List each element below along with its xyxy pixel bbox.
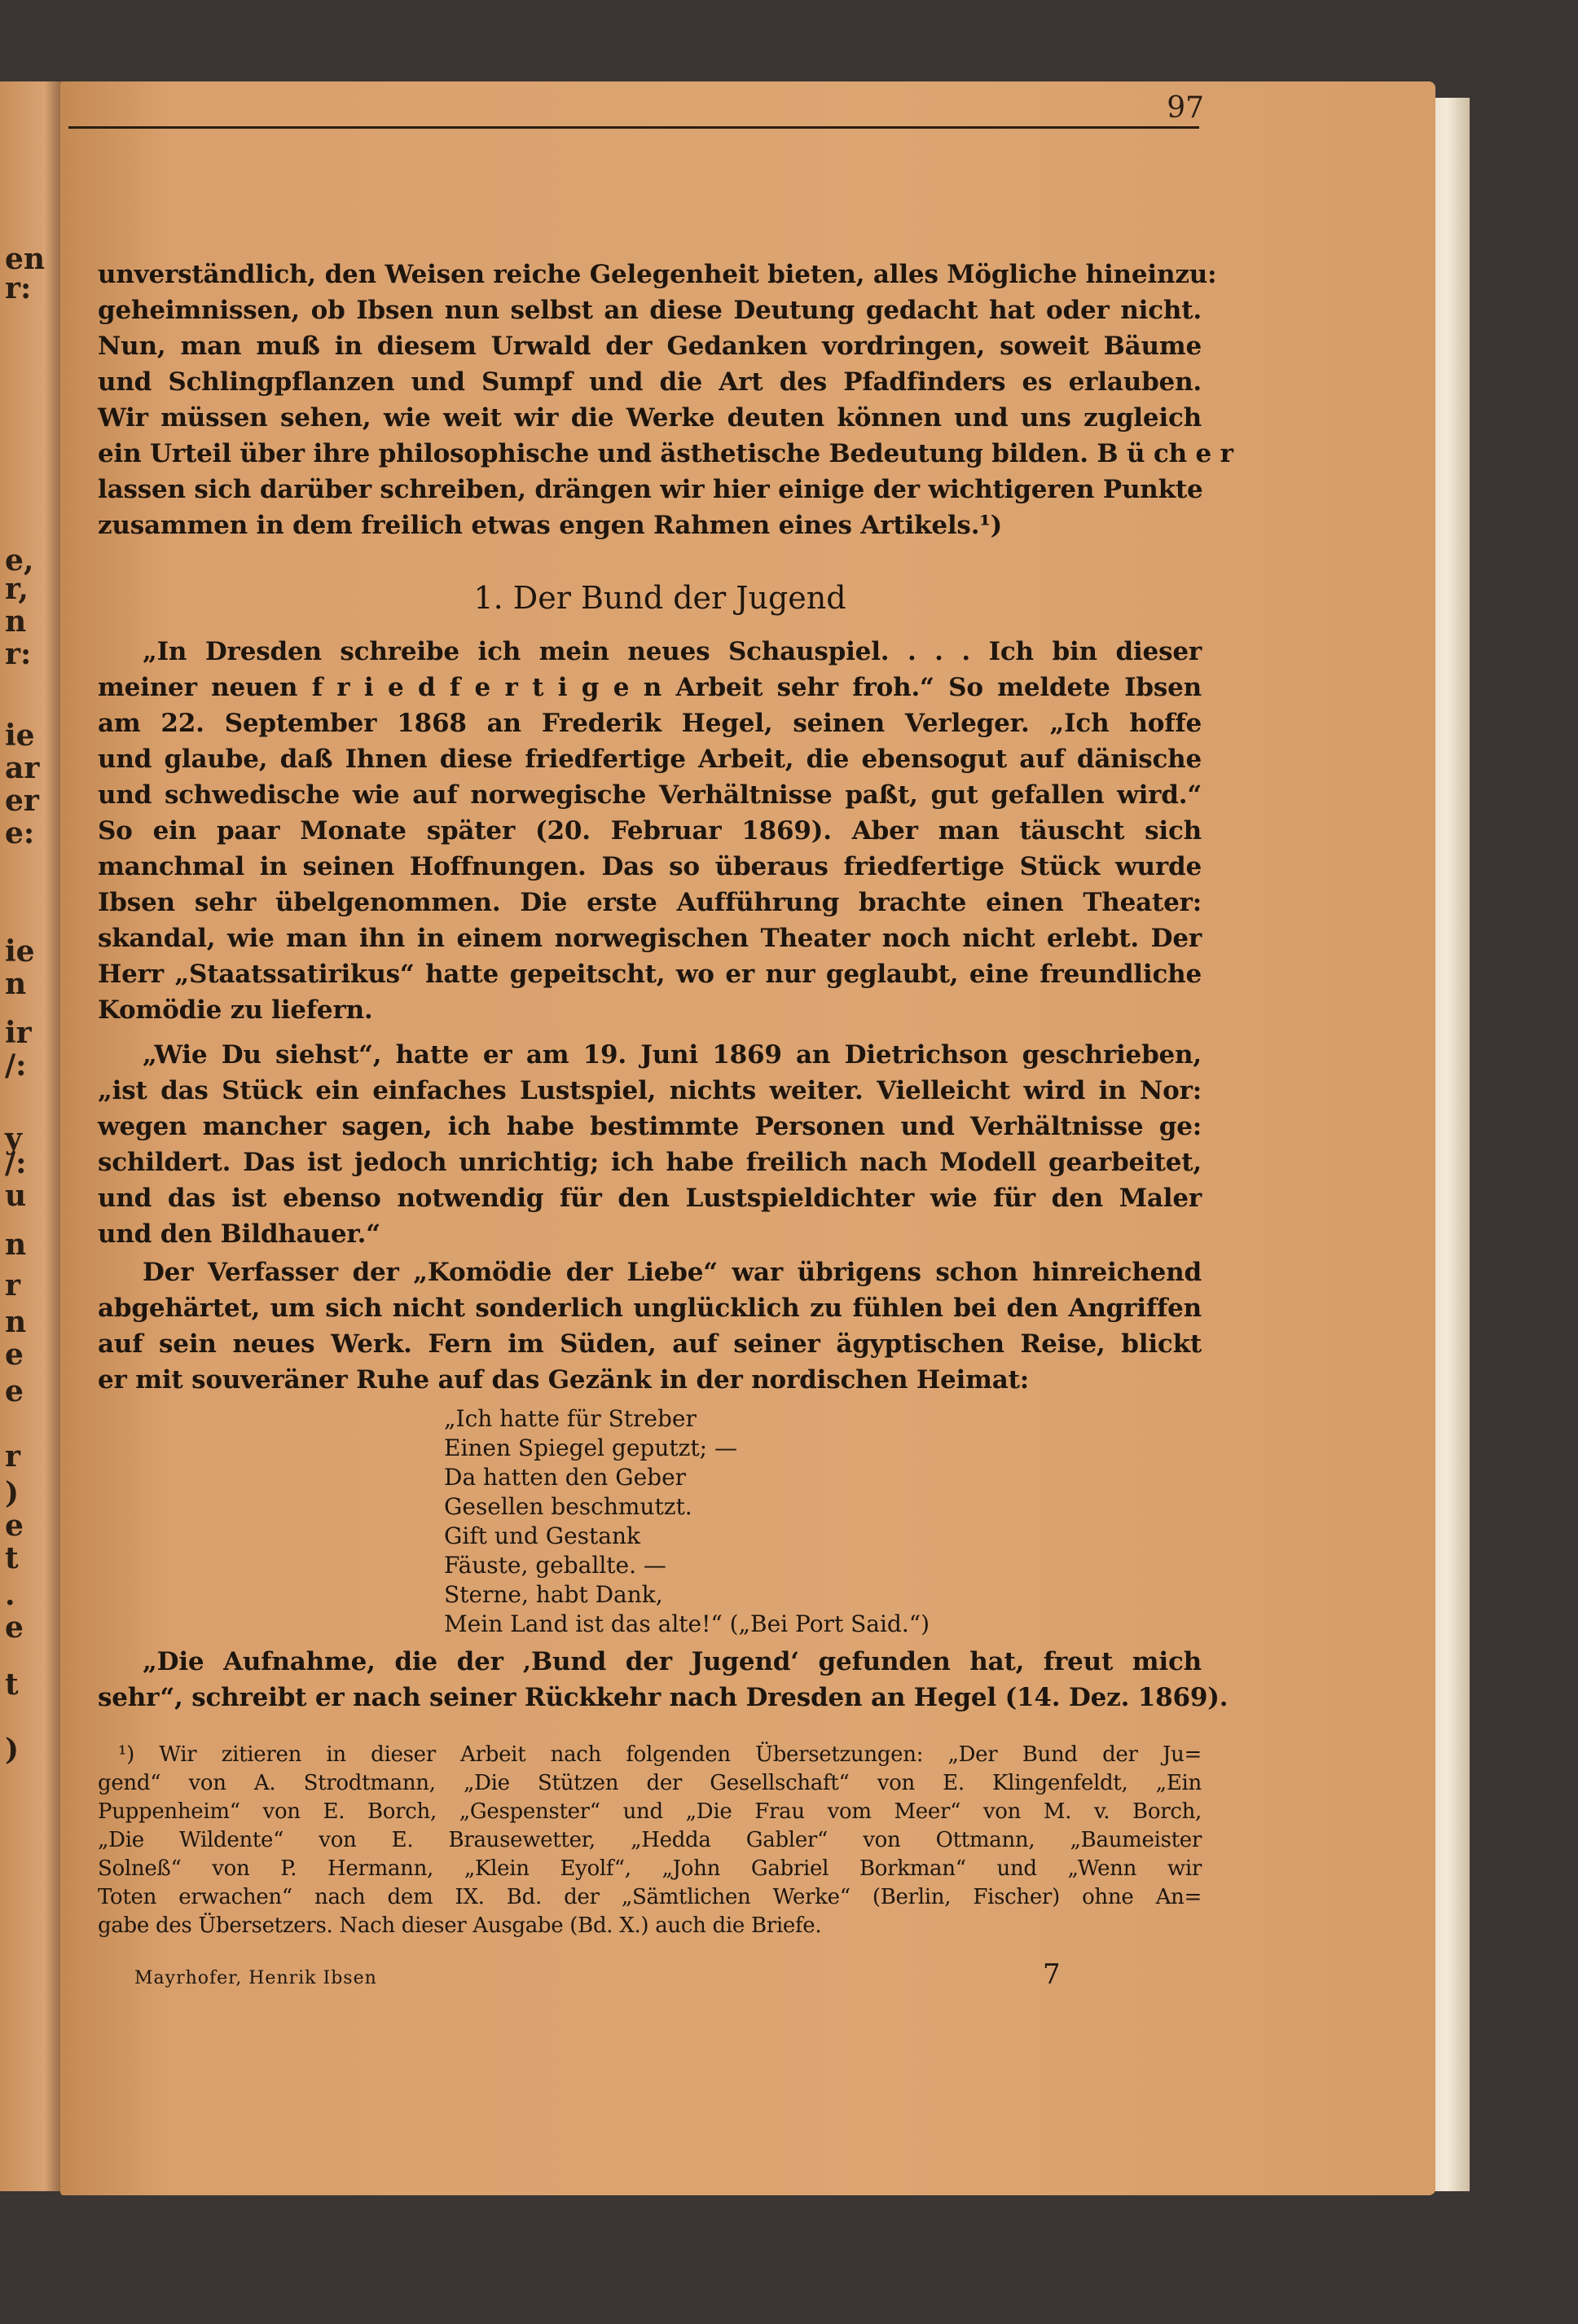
- text-line: meiner neuen f r i e d f e r t i g e n Arbeit sehr froh.“ So meldete Ibsen: [98, 673, 1202, 702]
- text-line: zusammen in dem freilich etwas engen Rahmen eines Artikels.¹): [98, 511, 1003, 540]
- margin-fragment: ie: [5, 934, 35, 969]
- text-line: wegen mancher sagen, ich habe bestimmte Personen und Verhältnisse ge:: [98, 1112, 1202, 1141]
- poem-line: Einen Spiegel geputzt; —: [444, 1434, 737, 1461]
- text-line: Nun, man muß in diesem Urwald der Gedanken vordringen, soweit Bäume: [98, 332, 1202, 361]
- margin-fragment: t: [5, 1667, 19, 1702]
- margin-fragment: y: [5, 1122, 22, 1156]
- margin-fragment: n: [5, 1228, 27, 1262]
- text-line: „In Dresden schreibe ich mein neues Schauspiel. . . . Ich bin dieser: [143, 637, 1202, 666]
- text-line: und glaube, daß Ihnen diese friedfertige Arbeit, die ebensogut auf dänische: [98, 745, 1202, 774]
- poem-line: „Ich hatte für Streber: [444, 1405, 697, 1432]
- text-line: Komödie zu liefern.: [98, 995, 373, 1025]
- margin-fragment: e: [5, 1338, 24, 1372]
- text-line: er mit souveräner Ruhe auf das Gezänk in der nordischen Heimat:: [98, 1365, 1029, 1395]
- poem-line: Mein Land ist das alte!“ („Bei Port Said.“): [444, 1610, 930, 1637]
- margin-fragment: ar: [5, 751, 40, 785]
- page-number: 97: [1167, 91, 1204, 125]
- text-line: und schwedische wie auf norwegische Verhältnisse paßt, gut gefallen wird.“: [98, 780, 1202, 810]
- text-line: Wir müssen sehen, wie weit wir die Werke deuten können und uns zugleich: [98, 403, 1202, 433]
- text-line: skandal, wie man ihn in einem norwegischen Theater noch nicht erlebt. Der: [98, 924, 1202, 953]
- margin-fragment: /:: [5, 1048, 27, 1083]
- margin-fragment: r: [5, 1439, 20, 1474]
- footnote-line: ¹) Wir zitieren in dieser Arbeit nach folgenden Übersetzungen: „Der Bund der Ju=: [118, 1742, 1202, 1767]
- text-line: manchmal in seinen Hoffnungen. Das so überaus friedfertige Stück wurde: [98, 852, 1202, 881]
- margin-fragment: /:: [5, 1146, 27, 1180]
- margin-fragment: ): [5, 1476, 20, 1510]
- poem-line: Gesellen beschmutzt.: [444, 1493, 692, 1520]
- poem-line: Da hatten den Geber: [444, 1464, 687, 1491]
- margin-fragment: r: [5, 1268, 20, 1303]
- margin-fragment: n: [5, 967, 27, 1001]
- section-heading: 1. Der Bund der Jugend: [473, 580, 846, 616]
- margin-fragment: e: [5, 1509, 24, 1543]
- text-line: und das ist ebenso notwendig für den Lustspieldichter wie für den Maler: [98, 1184, 1202, 1213]
- margin-fragment: r:: [5, 271, 32, 305]
- footnote-line: Puppenheim“ von E. Borch, „Gespenster“ und „Die Frau vom Meer“ von M. v. Borch,: [98, 1799, 1202, 1824]
- printer-signature: Mayrhofer, Henrik Ibsen: [134, 1968, 377, 1988]
- footnote-line: Toten erwachen“ nach dem IX. Bd. der „Sämtlichen Werke“ (Berlin, Fischer) ohne An=: [98, 1885, 1202, 1909]
- text-line: am 22. September 1868 an Frederik Hegel, seinen Verleger. „Ich hoffe: [98, 709, 1202, 738]
- footnote-line: gend“ von A. Strodtmann, „Die Stützen der Gesellschaft“ von E. Klingenfeldt, „Ein: [98, 1771, 1202, 1795]
- header-rule: [68, 126, 1199, 129]
- signature-number: 7: [1043, 1958, 1061, 1991]
- margin-fragment: r,: [5, 572, 29, 606]
- margin-fragment: u: [5, 1179, 27, 1213]
- footnote-rule: [118, 1737, 191, 1738]
- poem-line: Gift und Gestank: [444, 1522, 640, 1549]
- text-line: „Wie Du siehst“, hatte er am 19. Juni 1869 an Dietrichson geschrieben,: [143, 1040, 1202, 1070]
- text-line: schildert. Das ist jedoch unrichtig; ich habe freilich nach Modell gearbeitet,: [98, 1148, 1202, 1177]
- margin-fragment: ): [5, 1733, 20, 1767]
- margin-fragment: n: [5, 1305, 27, 1339]
- poem-line: Sterne, habt Dank,: [444, 1581, 663, 1608]
- text-line: ein Urteil über ihre philosophische und ästhetische Bedeutung bilden. B ü ch e r: [98, 439, 1233, 468]
- text-line: auf sein neues Werk. Fern im Süden, auf seiner ägyptischen Reise, blickt: [98, 1329, 1202, 1359]
- margin-fragment: er: [5, 784, 39, 818]
- text-line: „Die Aufnahme, die der ‚Bund der Jugend‘ gefunden hat, freut mich: [143, 1647, 1202, 1676]
- margin-fragment: en: [5, 242, 46, 276]
- margin-fragment: e,: [5, 543, 34, 578]
- margin-fragment: r:: [5, 637, 32, 671]
- text-line: und Schlingpflanzen und Sumpf und die Art des Pfadfinders es erlauben.: [98, 367, 1202, 397]
- text-line: abgehärtet, um sich nicht sonderlich unglücklich zu fühlen bei den Angriffen: [98, 1294, 1202, 1323]
- margin-fragment: e: [5, 1374, 24, 1408]
- text-line: und den Bildhauer.“: [98, 1219, 380, 1249]
- poem-line: Fäuste, geballte. —: [444, 1552, 666, 1579]
- footnote-line: „Die Wildente“ von E. Brausewetter, „Hedda Gabler“ von Ottmann, „Baumeister: [98, 1828, 1202, 1852]
- margin-fragment: n: [5, 604, 27, 639]
- text-line: So ein paar Monate später (20. Februar 1869). Aber man täuscht sich: [98, 816, 1202, 846]
- text-line: Ibsen sehr übelgenommen. Die erste Aufführung brachte einen Theater:: [98, 888, 1202, 917]
- margin-fragment: ie: [5, 718, 35, 753]
- margin-fragment: t: [5, 1541, 19, 1575]
- margin-fragment: .: [5, 1578, 15, 1612]
- text-line: „ist das Stück ein einfaches Lustspiel, nichts weiter. Vielleicht wird in Nor:: [98, 1076, 1202, 1105]
- margin-fragment: e: [5, 1610, 24, 1645]
- text-line: unverständlich, den Weisen reiche Gelegenheit bieten, alles Mögliche hineinzu:: [98, 260, 1217, 289]
- text-line: geheimnissen, ob Ibsen nun selbst an diese Deutung gedacht hat oder nicht.: [98, 296, 1202, 325]
- text-line: sehr“, schreibt er nach seiner Rückkehr nach Dresden an Hegel (14. Dez. 1869).: [98, 1683, 1229, 1712]
- text-line: Der Verfasser der „Komödie der Liebe“ war übrigens schon hinreichend: [143, 1258, 1202, 1287]
- margin-fragment: ir: [5, 1016, 32, 1050]
- footnote-line: gabe des Übersetzers. Nach dieser Ausgabe (Bd. X.) auch die Briefe.: [98, 1913, 822, 1938]
- margin-fragment: e:: [5, 816, 35, 850]
- footnote-line: Solneß“ von P. Hermann, „Klein Eyolf“, „John Gabriel Borkman“ und „Wenn wir: [98, 1856, 1202, 1881]
- text-line: Herr „Staatssatirikus“ hatte gepeitscht, wo er nur geglaubt, eine freundliche: [98, 960, 1202, 989]
- text-line: lassen sich darüber schreiben, drängen wir hier einige der wichtigeren Punkte: [98, 475, 1203, 504]
